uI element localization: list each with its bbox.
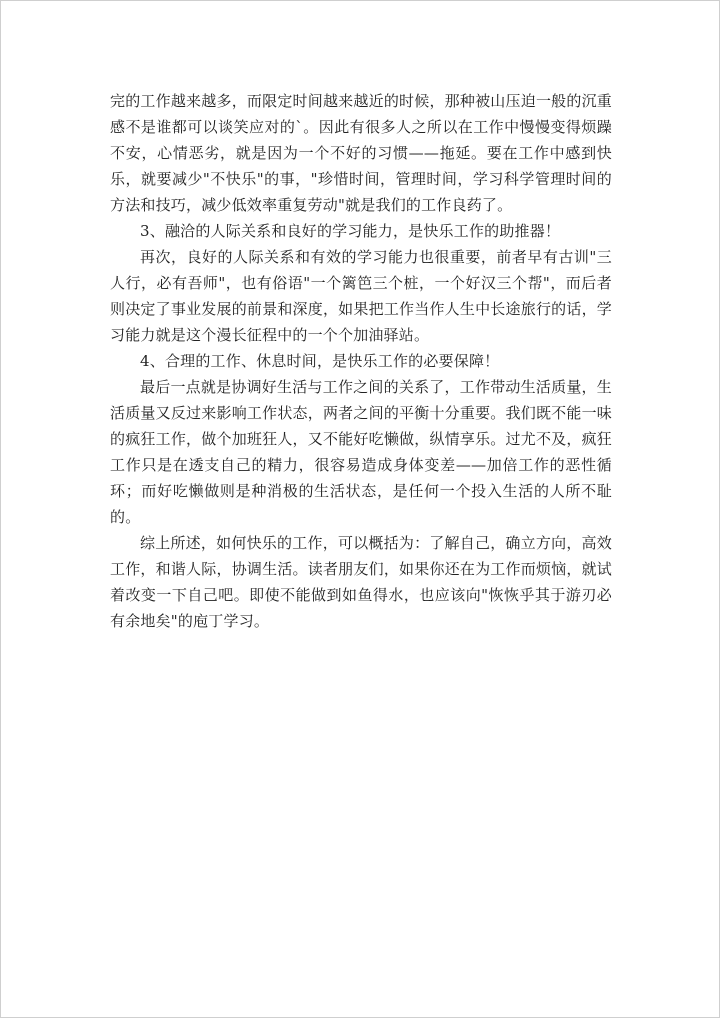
section-heading-4: 4、合理的工作、休息时间，是快乐工作的必要保障！ [140, 352, 500, 370]
paragraph-continuation: 完的工作越来越多，而限定时间越来越近的时候，那种被山压迫一般的沉重感不是谁都可以谈笑应对的`。因此有很多人之所以在工作中慢慢变得烦躁不安，心情恶劣，就是因为一个不好的习惯——拖延。要在工作中感到快乐，就要减少"不快乐"的事，"珍惜时间，管理时间，学习科学管理时间的方法和技巧，减少低效率重复劳动"就是我们的工作良药了。 [110, 92, 612, 214]
paragraph-summary: 综上所述，如何快乐的工作，可以概括为：了解自己，确立方向，高效工作，和谐人际，协调生活。读者朋友们，如果你还在为工作而烦恼，就试着改变一下自己吧。即使不能做到如鱼得水，也应该向"恢恢乎其于游刃必有余地矣"的庖丁学习。 [110, 534, 612, 630]
paragraph-balance: 最后一点就是协调好生活与工作之间的关系了，工作带动生活质量，生活质量又反过来影响工作状态，两者之间的平衡十分重要。我们既不能一味的疯狂工作，做个加班狂人，又不能好吃懒做，纵情享乐。过尤不及，疯狂工作只是在透支自己的精力，很容易造成身体变差——加倍工作的恶性循环；而好吃懒做则是种消极的生活状态，是任何一个投入生活的人所不耻的。 [110, 378, 612, 526]
paragraph-relationships: 再次，良好的人际关系和有效的学习能力也很重要，前者早有古训"三人行，必有吾师"，也有俗语"一个篱笆三个桩，一个好汉三个帮"，而后者则决定了事业发展的前景和深度，如果把工作当作人生中长途旅行的话，学习能力就是这个漫长征程中的一个个加油驿站。 [110, 248, 612, 344]
document-body [110, 88, 612, 634]
section-heading-3: 3、融洽的人际关系和良好的学习能力，是快乐工作的助推器！ [140, 222, 561, 240]
